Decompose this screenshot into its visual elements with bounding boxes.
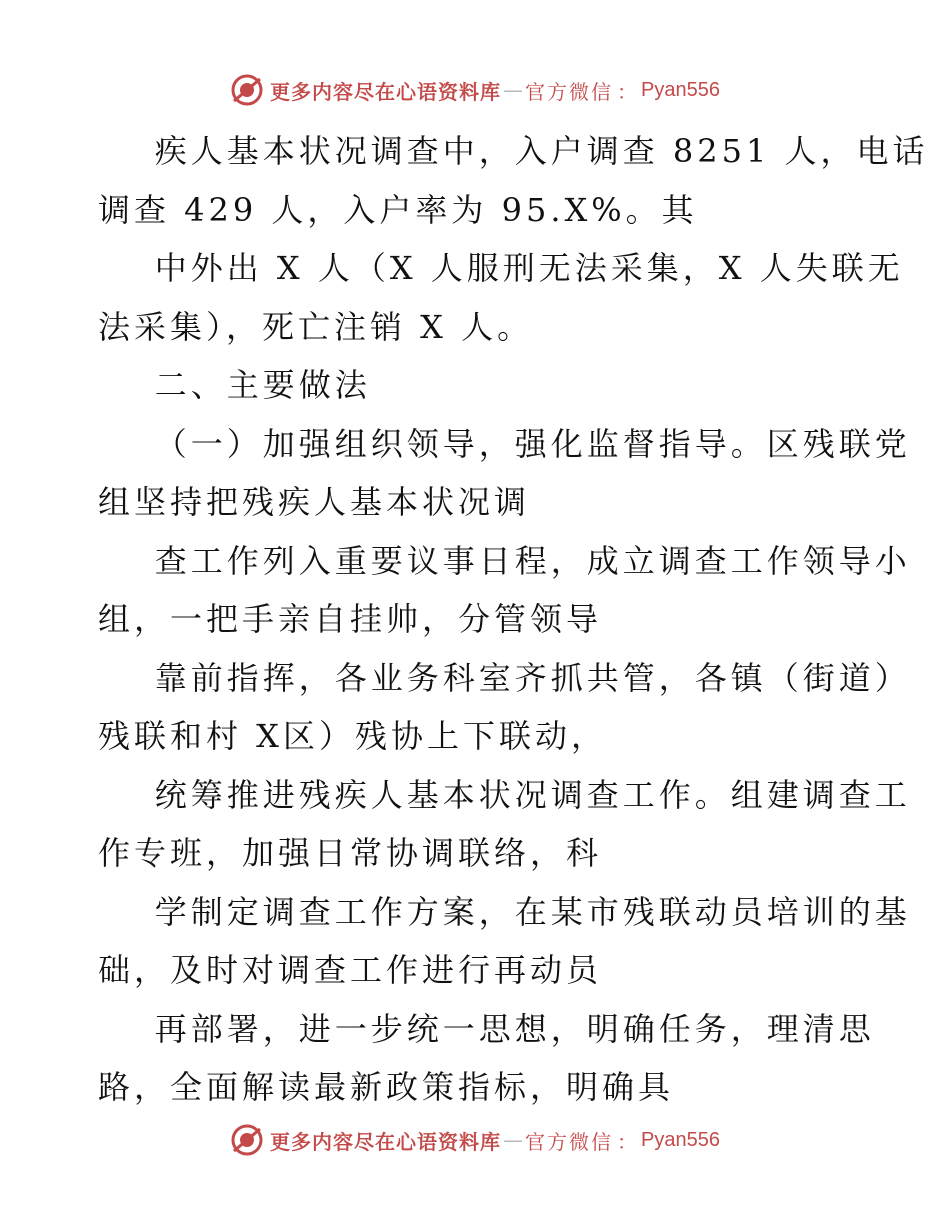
body-line-7: 组坚持把残疾人基本状况调	[98, 483, 531, 521]
body-line-12: 统筹推进残疾人基本状况调查工作。组建调查工	[98, 775, 911, 814]
header-brand-text: 更多内容尽在心语资料库	[270, 79, 502, 104]
body-line-10: 靠前指挥，各业务科室齐抓共管，各镇（街道）	[98, 658, 911, 697]
body-line-4: 法采集），死亡注销 X 人。	[98, 307, 534, 346]
body-line-6: （一）加强组织领导，强化监督指导。区残联党	[98, 424, 911, 463]
header-separator: —	[503, 78, 524, 102]
body-line-14: 学制定调查工作方案，在某市残联动员培训的基	[98, 892, 911, 931]
body-line-1: 疾人基本状况调查中，入户调查 8251 人，电话	[98, 132, 929, 170]
body-line-8: 查工作列入重要议事日程，成立调查工作领导小	[98, 541, 911, 580]
header-wechat-handle: Pyan556	[641, 78, 720, 101]
section-heading-main-practices: 二、主要做法	[98, 366, 371, 404]
stamp-logo-icon	[230, 1123, 264, 1157]
footer-wechat-handle: Pyan556	[641, 1128, 720, 1151]
body-line-15: 础，及时对调查工作进行再动员	[98, 951, 603, 989]
document-body	[98, 122, 929, 1117]
header-colon: ：	[617, 79, 638, 104]
footer-colon: ：	[617, 1129, 638, 1154]
body-line-16: 再部署，进一步统一思想，明确任务，理清思	[98, 1009, 875, 1048]
body-line-3: 中外出 X 人（X 人服刑无法采集，X 人失联无	[98, 249, 904, 287]
stamp-logo-icon	[230, 73, 264, 107]
footer-brand-text: 更多内容尽在心语资料库	[270, 1129, 502, 1154]
footer-separator: —	[503, 1128, 524, 1152]
footer-watermark-banner	[0, 1120, 950, 1160]
header-watermark-banner	[0, 70, 950, 110]
body-line-2: 调查 429 人，入户率为 95.X%。其	[98, 190, 698, 229]
body-line-17: 路，全面解读最新政策指标，明确具	[98, 1068, 675, 1106]
footer-subtitle: 官方微信	[525, 1129, 614, 1154]
body-line-11: 残联和村 X区）残协上下联动，	[98, 717, 607, 755]
body-line-13: 作专班，加强日常协调联络，科	[98, 834, 603, 872]
header-subtitle: 官方微信	[525, 79, 614, 104]
body-line-9: 组，一把手亲自挂帅，分管领导	[98, 600, 603, 638]
